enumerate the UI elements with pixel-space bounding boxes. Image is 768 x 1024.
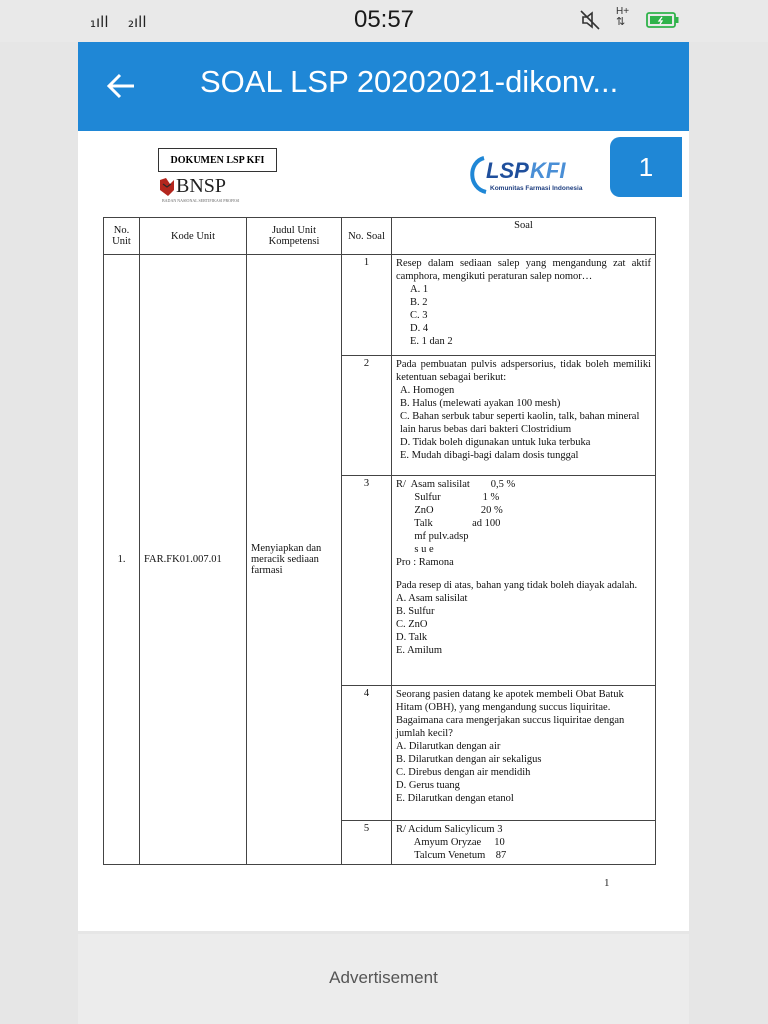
- header-no-soal: No. Soal: [342, 218, 392, 255]
- question-number: 4: [342, 686, 392, 821]
- question-number: 3: [342, 476, 392, 686]
- bnsp-subtitle: BADAN NASIONAL SERTIFIKASI PROFESI: [162, 198, 240, 203]
- table-header-row: [104, 218, 656, 255]
- header-soal: Soal: [392, 218, 656, 255]
- question-text: Seorang pasien datang ke apotek membeli Obat Batuk Hitam (OBH), yang mengandung succus liquiritae. Bagaimana cara mengerjakan succus liquiritae dengan jumlah kecil?: [396, 689, 625, 739]
- advertisement-label: Advertisement: [329, 968, 438, 987]
- question-3: [392, 476, 656, 686]
- option: D. 4: [410, 323, 429, 334]
- option: D. Gerus tuang: [396, 780, 460, 791]
- option: A. Dilarutkan dengan air: [396, 741, 501, 752]
- recipe-line: Sulfur 1 %: [396, 492, 500, 503]
- mute-icon: [578, 8, 602, 32]
- signal-sim2-icon: ₂ıll: [128, 13, 147, 31]
- option: B. Halus (melewati ayakan 100 mesh): [400, 398, 561, 409]
- option: B. Sulfur: [396, 606, 435, 617]
- option: B. Dilarutkan dengan air sekaligus: [396, 754, 542, 765]
- header-no-unit: No. Unit: [104, 218, 140, 255]
- question-5: [392, 821, 656, 865]
- network-type-icon: H+ ⇅: [616, 6, 630, 28]
- status-bar: [0, 0, 768, 42]
- option: E. Dilarutkan dengan etanol: [396, 793, 514, 804]
- question-number: 1: [342, 255, 392, 356]
- recipe-line: mf pulv.adsp: [396, 531, 469, 542]
- signal-sim1-icon: ₁ıll: [90, 13, 109, 31]
- option: D. Talk: [396, 632, 428, 643]
- lsp-kfi-logo: [470, 152, 620, 196]
- option: A. 1: [410, 284, 429, 295]
- question-1: [392, 255, 656, 356]
- svg-text:LSP: LSP: [486, 158, 529, 183]
- question-text: Pada resep di atas, bahan yang tidak boleh diayak adalah.: [396, 580, 638, 591]
- document-title: SOAL LSP 20202021-dikonv...: [200, 64, 619, 99]
- option: C. Direbus dengan air mendidih: [396, 767, 531, 778]
- question-4: [392, 686, 656, 821]
- question-number: 2: [342, 356, 392, 476]
- option: A. Homogen: [400, 385, 455, 396]
- option: B. 2: [410, 297, 428, 308]
- option: C. Bahan serbuk tabur seperti kaolin, talk, bahan mineral lain harus bebas dari bakteri Clostridium: [400, 411, 640, 435]
- svg-text:KFI: KFI: [530, 158, 566, 183]
- advertisement-bar[interactable]: [78, 934, 689, 1024]
- header-kode-unit: Kode Unit: [140, 218, 247, 255]
- option: D. Tidak boleh digunakan untuk luka terbuka: [400, 437, 591, 448]
- option: E. Mudah dibagi-bagi dalam dosis tunggal: [400, 450, 579, 461]
- status-time: 05:57: [353, 6, 415, 33]
- recipe-line: ZnO 20 %: [396, 505, 503, 516]
- lsp-kfi-logo-icon: [470, 152, 620, 196]
- question-text: Resep dalam sediaan salep yang mengandung zat aktif camphora, mengikuti peraturan salep nomor…: [396, 258, 651, 282]
- back-arrow-icon[interactable]: [102, 66, 142, 106]
- recipe-line: R/ Acidum Salicylicum 3: [396, 824, 503, 835]
- unit-number: 1.: [104, 255, 140, 865]
- app-bar: [78, 42, 689, 131]
- recipe-line: Talk ad 100: [396, 518, 501, 529]
- recipe-line: s u e: [396, 544, 434, 555]
- question-2: [392, 356, 656, 476]
- bnsp-logo-text: BNSP: [176, 175, 227, 197]
- recipe-line: R/ Asam salisilat 0,5 %: [396, 479, 516, 490]
- recipe-line: Pro : Ramona: [396, 557, 454, 568]
- table-row: [104, 255, 656, 356]
- unit-code: FAR.FK01.007.01: [140, 255, 247, 865]
- option: C. ZnO: [396, 619, 428, 630]
- question-table: [103, 217, 656, 865]
- page-number: 1: [604, 877, 610, 889]
- option: C. 3: [410, 310, 428, 321]
- header-judul-unit: Judul Unit Kompetensi: [247, 218, 342, 255]
- document-label: DOKUMEN LSP KFI: [158, 148, 277, 172]
- battery-icon: [646, 11, 680, 29]
- question-text: Pada pembuatan pulvis adspersorius, tidak boleh memiliki ketentuan sebagai berikut:: [396, 359, 651, 383]
- question-number: 5: [342, 821, 392, 865]
- unit-title: Menyiapkan dan meracik sediaan farmasi: [247, 255, 342, 865]
- bnsp-logo-icon: [158, 176, 176, 198]
- option: A. Asam salisilat: [396, 593, 468, 604]
- option: E. Amilum: [396, 645, 443, 656]
- page-indicator-badge: 1: [610, 137, 682, 197]
- option: E. 1 dan 2: [410, 336, 453, 347]
- recipe-line: Amyum Oryzae 10: [396, 837, 505, 848]
- recipe-line: Talcum Venetum 87: [396, 850, 507, 861]
- svg-text:Komunitas Farmasi Indonesia: Komunitas Farmasi Indonesia: [490, 185, 583, 192]
